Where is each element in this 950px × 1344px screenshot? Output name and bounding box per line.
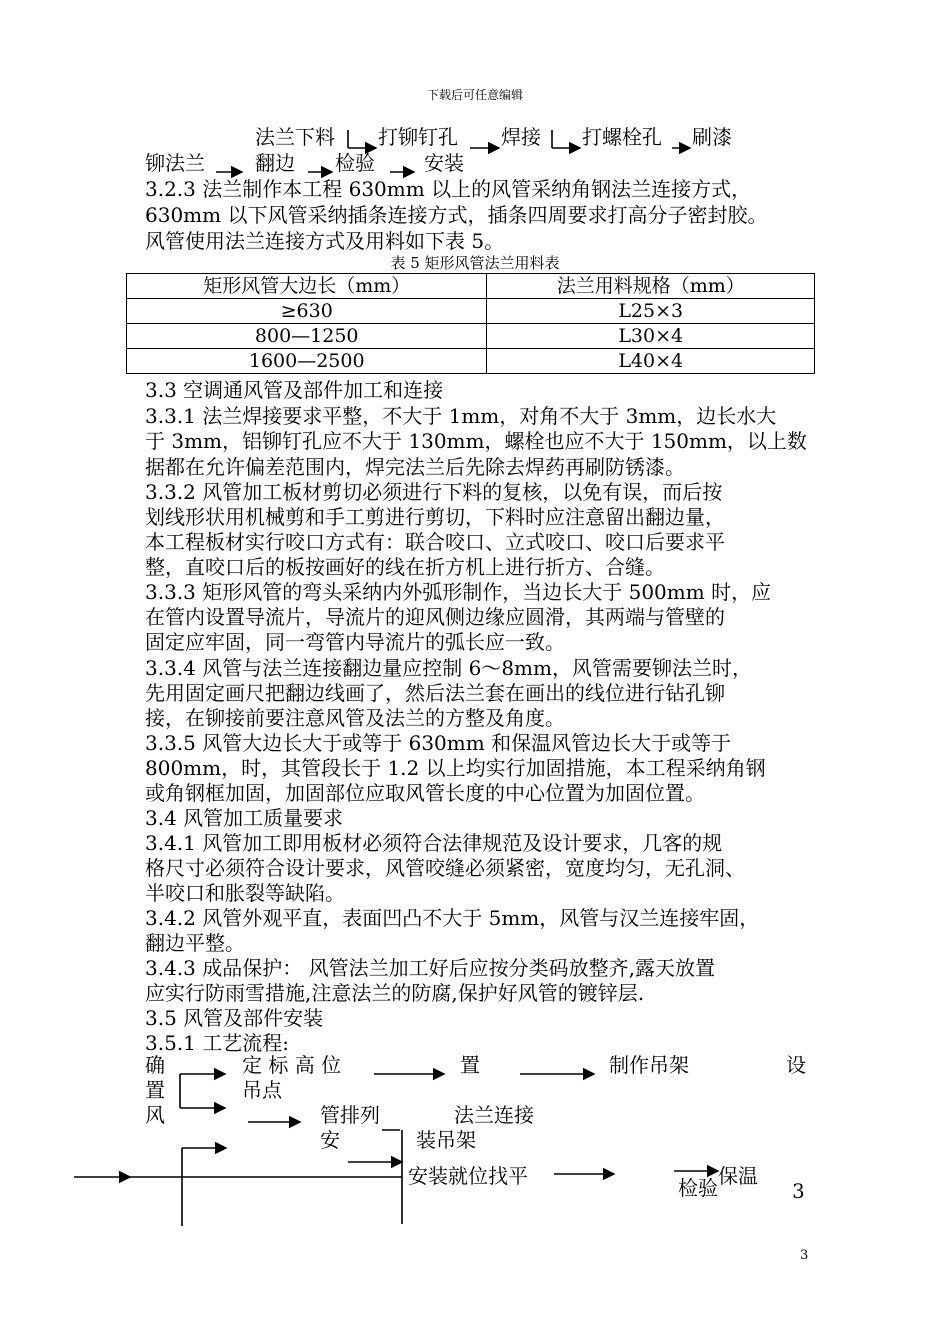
flow-step-bolt-hole: 打螺栓孔 xyxy=(582,125,662,149)
flow2-char-an: 安 xyxy=(320,1128,340,1152)
page-number: 3 xyxy=(800,1248,809,1263)
paragraph-line: 3.4.2 风管外观平直，表面凹凸不大于 5mm，风管与汉兰连接牢固， xyxy=(145,906,760,930)
paragraph-line: 格尺寸必须符合设计要求，风管咬缝必须紧密，宽度均匀，无孔洞、 xyxy=(145,856,745,880)
flow2-position: 置 xyxy=(460,1053,480,1077)
paragraph-line: 风管使用法兰连接方式及用料如下表 5。 xyxy=(145,229,505,253)
table-cell: L25×3 xyxy=(487,299,815,324)
table-cell: ≥630 xyxy=(127,299,487,324)
paragraph-line: 3.5.1 工艺流程: xyxy=(145,1031,289,1055)
paragraph-line: 本工程板材实行咬口方式有：联合咬口、立式咬口、咬口后要求平 xyxy=(145,530,725,554)
table-cell: 1600—2500 xyxy=(127,349,487,374)
paragraph-line: 应实行防雨雪措施,注意法兰的防腐,保护好风管的镀锌层. xyxy=(145,981,645,1005)
table-cell: L30×4 xyxy=(487,324,815,349)
flow2-duct-layout: 管排列 xyxy=(320,1103,380,1127)
flow-step-rivet-hole: 打铆钉孔 xyxy=(378,125,458,149)
flow2-flange-connect: 法兰连接 xyxy=(454,1103,534,1127)
flow2-char-que: 确 xyxy=(145,1053,165,1077)
flow-step-install: 安装 xyxy=(424,151,464,175)
flow2-number: 3 xyxy=(792,1179,805,1203)
paragraph-line: 3.3.3 矩形风管的弯头采纳内外弧形制作，当边长大于 500mm 时，应 xyxy=(145,580,772,604)
paragraph-line: 630mm 以下风管采纳插条连接方式，插条四周要求打高分子密封胶。 xyxy=(145,203,768,227)
flow-step-painting: 刷漆 xyxy=(692,125,732,149)
flow2-char-she: 设 xyxy=(786,1053,806,1077)
paragraph-line: 划线形状用机械剪和手工剪进行剪切，下料时应注意留出翻边量， xyxy=(145,505,725,529)
flow-step-cutting: 法兰下料 xyxy=(255,125,335,149)
paragraph-line: 3.3.4 风管与法兰连接翻边量应控制 6～8mm，风管需要铆法兰时， xyxy=(145,656,752,680)
paragraph-line: 3.3 空调通风管及部件加工和连接 xyxy=(145,378,444,402)
column-header: 法兰用料规格（mm） xyxy=(487,274,815,299)
flow2-install-level: 安装就位找平 xyxy=(408,1164,528,1188)
paragraph-line: 半咬口和胀裂等缺陷。 xyxy=(145,881,345,905)
paragraph-line: 整，直咬口后的板按画好的线在折方机上进行折方、合缝。 xyxy=(145,555,665,579)
paragraph-line: 800mm，时，其管段长于 1.2 以上均实行加固措施，本工程采纳角钢 xyxy=(145,756,766,780)
paragraph-line: 据都在允许偏差范围内，焊完法兰后先除去焊药再刷防锈漆。 xyxy=(145,455,685,479)
flow-step-flanging: 翻边 xyxy=(255,151,295,175)
page-header: 下载后可任意编辑 xyxy=(426,88,523,102)
paragraph-line: 于 3mm，铝铆钉孔应不大于 130mm，螺栓也应不大于 150mm，以上数 xyxy=(145,429,807,453)
flow2-char-zhi: 置 xyxy=(145,1078,165,1102)
table-caption: 表 5 矩形风管法兰用料表 xyxy=(390,254,560,272)
flow2-hanging-point: 吊点 xyxy=(242,1078,282,1102)
section-heading: 3.4 风管加工质量要求 xyxy=(145,806,344,830)
flow2-char-feng: 风 xyxy=(145,1103,165,1127)
paragraph-line: 在管内设置导流片，导流片的迎风侧边缘应圆滑，其两端与管壁的 xyxy=(145,605,725,629)
flow-step-welding: 焊接 xyxy=(501,125,541,149)
section-heading: 3.5 风管及部件安装 xyxy=(145,1006,324,1030)
paragraph-line: 或角钢框加固，加固部位应取风管长度的中心位置为加固位置。 xyxy=(145,781,705,805)
flow-step-inspection: 检验 xyxy=(335,151,375,175)
paragraph-line: 先用固定画尺把翻边线画了，然后法兰套在画出的线位进行钻孔铆 xyxy=(145,681,725,705)
table-cell: 800—1250 xyxy=(127,324,487,349)
flow2-install-hanger: 装吊架 xyxy=(416,1128,476,1152)
flow2-set-elevation: 定 标 高 位 xyxy=(242,1053,342,1077)
flow2-inspection: 检验 xyxy=(678,1176,718,1200)
paragraph-line: 3.3.2 风管加工板材剪切必须进行下料的复核，以免有误，而后按 xyxy=(145,480,723,504)
paragraph-line: 3.2.3 法兰制作本工程 630mm 以上的风管采纳角钢法兰连接方式， xyxy=(145,177,752,201)
paragraph-line: 翻边平整。 xyxy=(145,931,245,955)
paragraph-line: 接，在铆接前要注意风管及法兰的方整及角度。 xyxy=(145,706,565,730)
paragraph-line: 3.3.5 风管大边长大于或等于 630mm 和保温风管边长大于或等于 xyxy=(145,731,732,755)
paragraph-line: 3.3.1 法兰焊接要求平整，不大于 1mm，对角不大于 3mm，边长水大 xyxy=(145,404,777,428)
paragraph-line: 3.4.3 成品保护： 风管法兰加工好后应按分类码放整齐,露天放置 xyxy=(145,956,715,980)
flow-step-rivet-flange: 铆法兰 xyxy=(145,151,205,175)
paragraph-line: 3.4.1 风管加工即用板材必须符合法律规范及设计要求，几客的规 xyxy=(145,831,723,855)
paragraph-line: 固定应牢固，同一弯管内导流片的弧长应一致。 xyxy=(145,630,565,654)
table-cell: L40×4 xyxy=(487,349,815,374)
flow2-insulation: 保温 xyxy=(718,1164,758,1188)
column-header: 矩形风管大边长（mm） xyxy=(127,274,487,299)
flow2-make-hanger: 制作吊架 xyxy=(609,1053,689,1077)
